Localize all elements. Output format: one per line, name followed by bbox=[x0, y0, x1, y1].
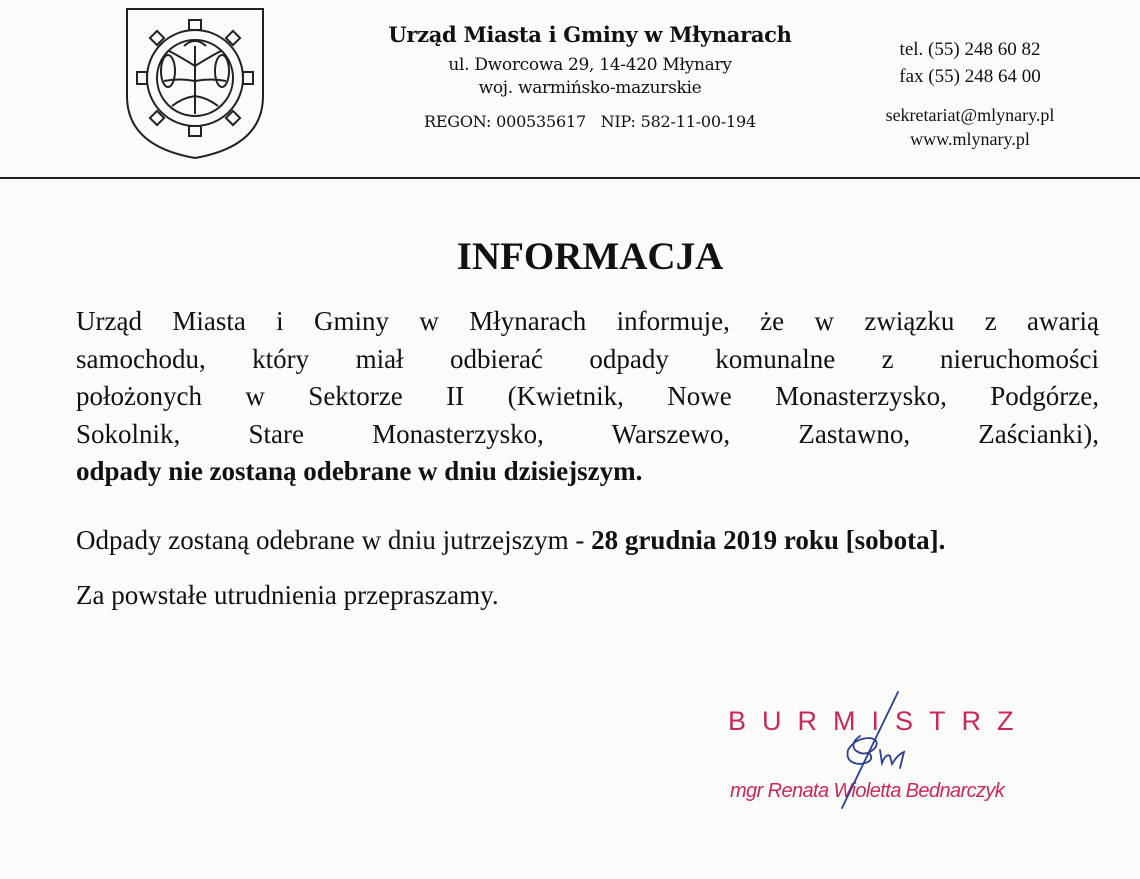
paragraph-3: Za powstałe utrudnienia przepraszamy. bbox=[76, 580, 499, 610]
phone: tel. (55) 248 60 82 bbox=[899, 39, 1041, 60]
paragraph-2-text: Odpady zostaną odebrane w dniu jutrzejszym - bbox=[76, 525, 592, 555]
paragraph-bold-line: odpady nie zostaną odebrane w dniu dzisiejszym. bbox=[76, 456, 643, 486]
header-divider bbox=[0, 177, 1140, 179]
mayor-name-stamp: mgr Renata Wioletta Bednarczyk bbox=[730, 780, 1005, 802]
email: sekretariat@mlynary.pl bbox=[885, 105, 1055, 125]
paragraph-line: Sokolnik, Stare Monasterzysko, Warszewo, Zastawno, Zaścianki), bbox=[76, 418, 1099, 449]
paragraph-line: samochodu, który miał odbierać odpady komunalne z nieruchomości bbox=[76, 343, 1099, 374]
coat-of-arms-seal bbox=[124, 6, 266, 160]
pickup-date: 28 grudnia 2019 roku [sobota]. bbox=[591, 525, 946, 555]
office-name: Urząd Miasta i Gminy w Młynarach bbox=[388, 22, 792, 47]
paragraph-line: Urząd Miasta i Gminy w Młynarach informuje, że w związku z awarią bbox=[76, 306, 1099, 336]
handwritten-signature bbox=[820, 688, 920, 813]
document-title: INFORMACJA bbox=[456, 235, 724, 278]
paragraph-2 bbox=[76, 525, 945, 556]
mayor-title-stamp: BURMISTRZ bbox=[728, 706, 1030, 736]
office-region: woj. warmińsko-mazurskie bbox=[478, 78, 702, 98]
paragraph-line: położonych w Sektorze II (Kwietnik, Nowe Monasterzysko, Podgórze, bbox=[76, 381, 1099, 411]
fax: fax (55) 248 64 00 bbox=[899, 66, 1041, 87]
office-ids: REGON: 000535617 NIP: 582-11-00-194 bbox=[423, 112, 756, 131]
office-address: ul. Dworcowa 29, 14-420 Młynary bbox=[448, 55, 732, 75]
letterhead-center bbox=[360, 22, 820, 131]
letterhead-contact bbox=[860, 36, 1080, 151]
paragraph-1 bbox=[76, 303, 1099, 491]
website: www.mlynary.pl bbox=[910, 129, 1030, 149]
